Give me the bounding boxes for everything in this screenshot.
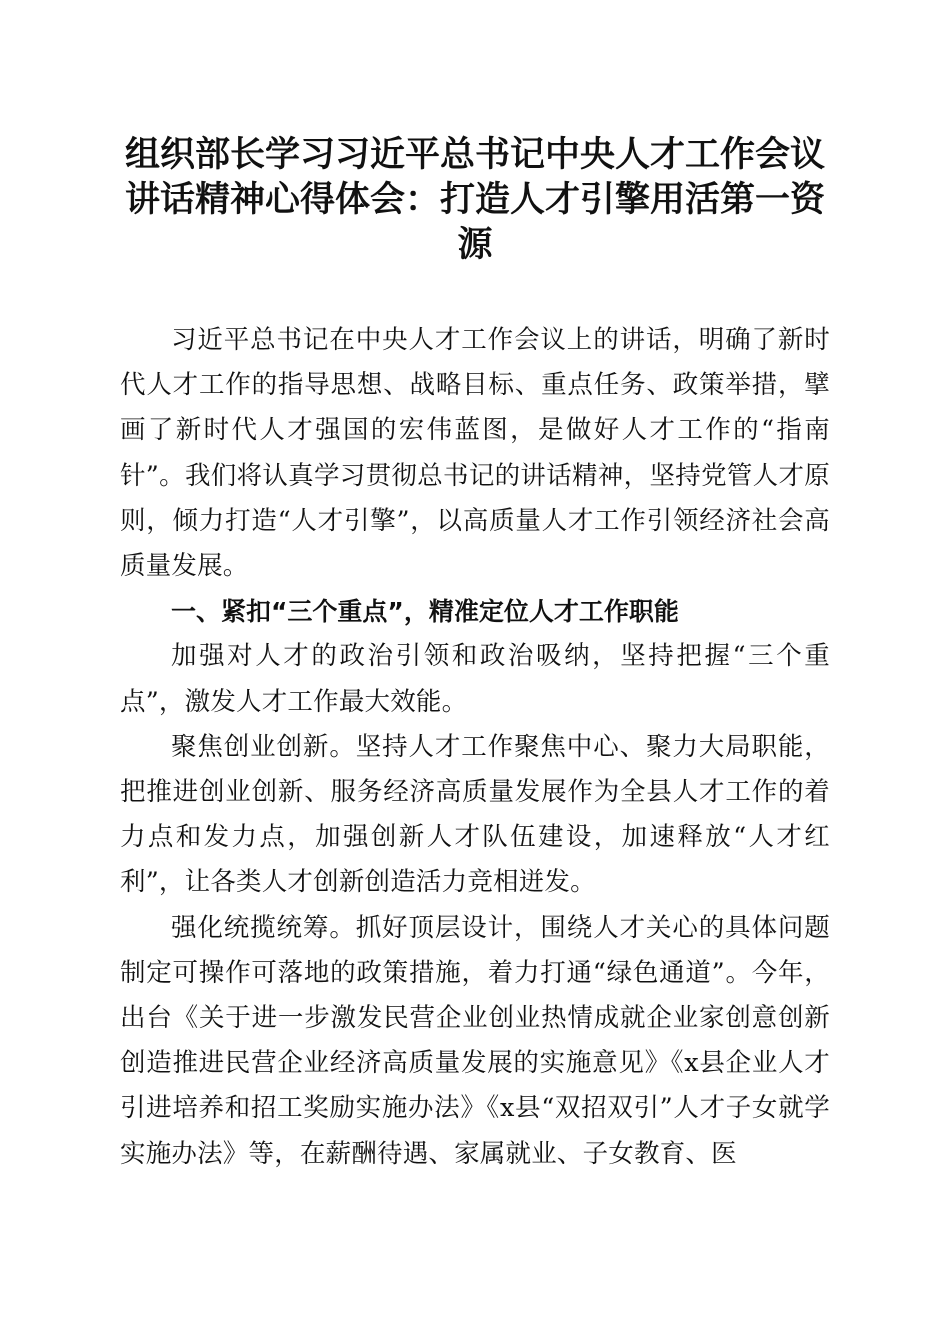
title-line-1: 组织部长学习习近平总书记中央人才工作会议 <box>124 134 825 175</box>
section1-paragraph-2: 聚焦创业创新。坚持人才工作聚焦中心、聚力大局职能，把推进创业创新、服务经济高质量发展作为全县人才工作的着力点和发力点，加强创新人才队伍建设，加速释放“人才红利”，让各类人才创新创造活力竞相迸发。 <box>120 731 830 898</box>
section1-paragraph-1: 加强对人才的政治引领和政治吸纳，坚持把握“三个重点”，激发人才工作最大效能。 <box>120 641 830 717</box>
intro-paragraph: 习近平总书记在中央人才工作会议上的讲话，明确了新时代人才工作的指导思想、战略目标、重点任务、政策举措，擘画了新时代人才强国的宏伟蓝图，是做好人才工作的“指南针”。我们将认真学习贯彻总书记的讲话精神，坚持党管人才原则，倾力打造“人才引擎”，以高质量人才工作引领经济社会高质量发展。 <box>120 325 830 582</box>
section-heading-1: 一、紧扣“三个重点”，精准定位人才工作职能 <box>171 597 679 627</box>
section1-paragraph-3: 强化统揽统筹。抓好顶层设计，围绕人才关心的具体问题制定可操作可落地的政策措施，着力打通“绿色通道”。今年，出台《关于进一步激发民营企业创业热情成就企业家创意创新创造推进民营企业经济高质量发展的实施意见》《x县企业人才引进培养和招工奖励实施办法》《x县“双招双引”人才子女就学实施办法》等，在薪酬待遇、家属就业、子女教育、医 <box>120 912 830 1169</box>
document-title <box>110 132 840 267</box>
document-body <box>120 318 830 1177</box>
title-line-3: 源 <box>457 224 493 265</box>
title-line-2: 讲话精神心得体会：打造人才引擎用活第一资 <box>124 179 825 220</box>
